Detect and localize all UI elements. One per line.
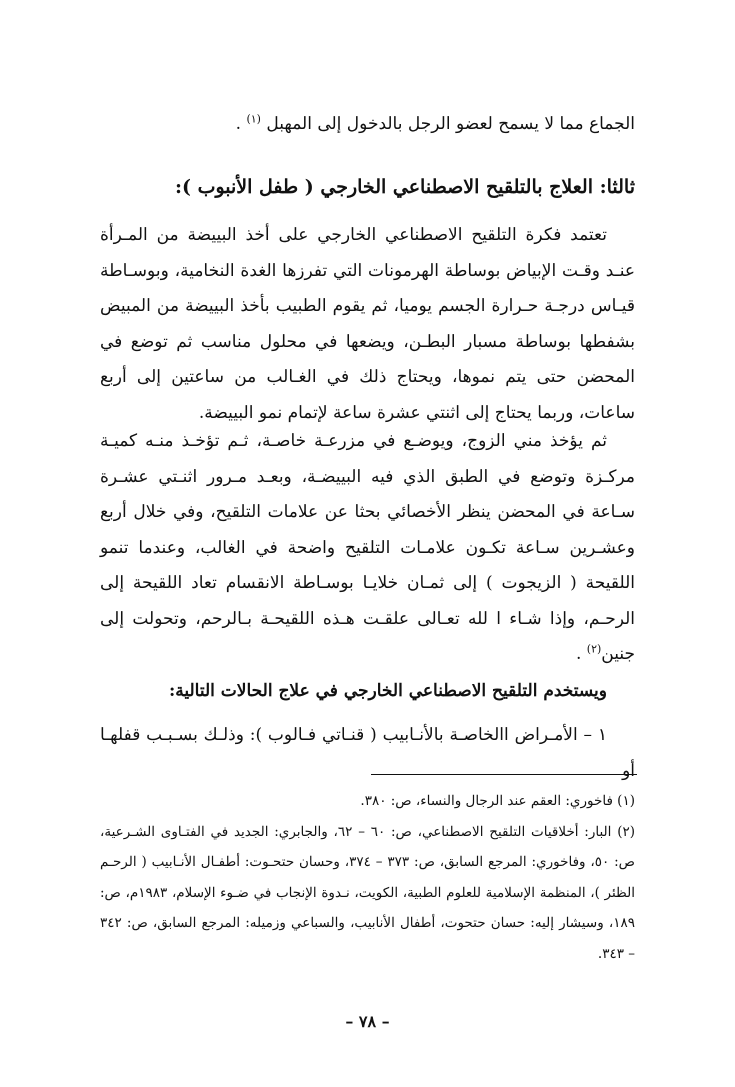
footnote-1: (١) فاخوري: العقم عند الرجال والنساء، ص: ٣٨٠. <box>360 793 635 809</box>
paragraph-1: تعتمد فكرة التلقيح الاصطناعي الخارجي على أخذ البييضة من المـرأة عنـد وقـت الإبياض بوساطة الهرمونات التي تفرزها الغدة النخامية، وبوسـاطة قيـاس درجـة حـرارة الجسم يوميا، ثم يقوم الطبيب بأخذ البييضة من المبيض بشفطها بوساطة مسبار البطـن، ويضعها في محلول مناسب ثم توضع في المحضن حتى يتم نموها، ويحتاج ذلك في الغـالب من ساعتين إلى أربع ساعات، وربما يحتاج إلى اثنتي عشرة ساعة لإتمام نمو البييضة. <box>100 225 635 423</box>
list-item-1-block <box>100 718 635 789</box>
paragraph-1-block <box>100 218 635 431</box>
opening-line-text: الجماع مما لا يسمح لعضو الرجل بالدخول إلى المهبل <box>266 114 635 134</box>
subheading: ويستخدم التلقيح الاصطناعي الخارجي في علاج الحالات التالية: <box>168 681 607 701</box>
subheading-block <box>100 676 635 706</box>
section-heading-block <box>100 172 635 202</box>
opening-line-end: . <box>235 114 242 134</box>
list-item-1: ١ – الأمـراض االخاصـة بالأنـابيب ( قنـاتي فـالوب ): وذلـك بسـبـب قفلهـا أو <box>100 725 635 781</box>
section-heading: ثالثا: العلاج بالتلقيح الاصطناعي الخارجي ( طفل الأنبوب ): <box>174 176 635 198</box>
footnotes <box>100 786 635 969</box>
page-number: – ٧٨ – <box>345 1012 390 1031</box>
paragraph-2: ثم يؤخذ مني الزوج، ويوضـع في مزرعـة خاصـة، ثـم تؤخـذ منـه كميـة مركـزة وتوضع في الطبق الذي فيه البييضـة، وبعـد مـرور اثنـتي عشـرة سـاعة في المحضن ينظر الأخصائي بحثا عن علامات التلقيح، وفي خلال أربع وعشـرين سـاعة تكـون علامـات التلقيح واضحة في الغالب، وعندما تنمو اللقيحة ( الزيجوت ) إلى ثمـان خلايـا بوسـاطة الانقسام تعاد اللقيحة إلى الرحـم، وإذا شـاء ا لله تعـالى علقـت هـذه اللقيحـة بـالرحم، وتحولت إلى جنين <box>100 431 635 664</box>
footnote-separator <box>371 774 637 775</box>
footnote-ref-2: (٢) <box>586 642 602 656</box>
footnote-2: (٢) البار: أخلاقيات التلقيح الاصطناعي، ص: ٦٠ – ٦٢، والجابري: الجديد في الفتـاوى الشـرعية، ص: ٥٠، وفاخوري: المرجع السابق، ص: ٣٧٣ – ٣٧٤، وحسان حتحـوت: أطفـال الأنـابيب ( الرحـم الظئر )، المنظمة الإسلامية للعلوم الطبية، الكويت، نـدوة الإنجاب في ضـوء الإسلام، ١٩٨٣م، ص: ١٨٩، وسيشار إليه: حسان حتحوت، أطفال الأنابيب، والسباعي وزميله: المرجع السابق، ص: ٣٤٢ – ٣٤٣. <box>100 823 636 962</box>
paragraph-2-end: . <box>575 644 587 664</box>
paragraph-2-block <box>100 424 635 673</box>
footnote-ref-1: (١) <box>246 112 261 126</box>
opening-line <box>100 107 635 143</box>
